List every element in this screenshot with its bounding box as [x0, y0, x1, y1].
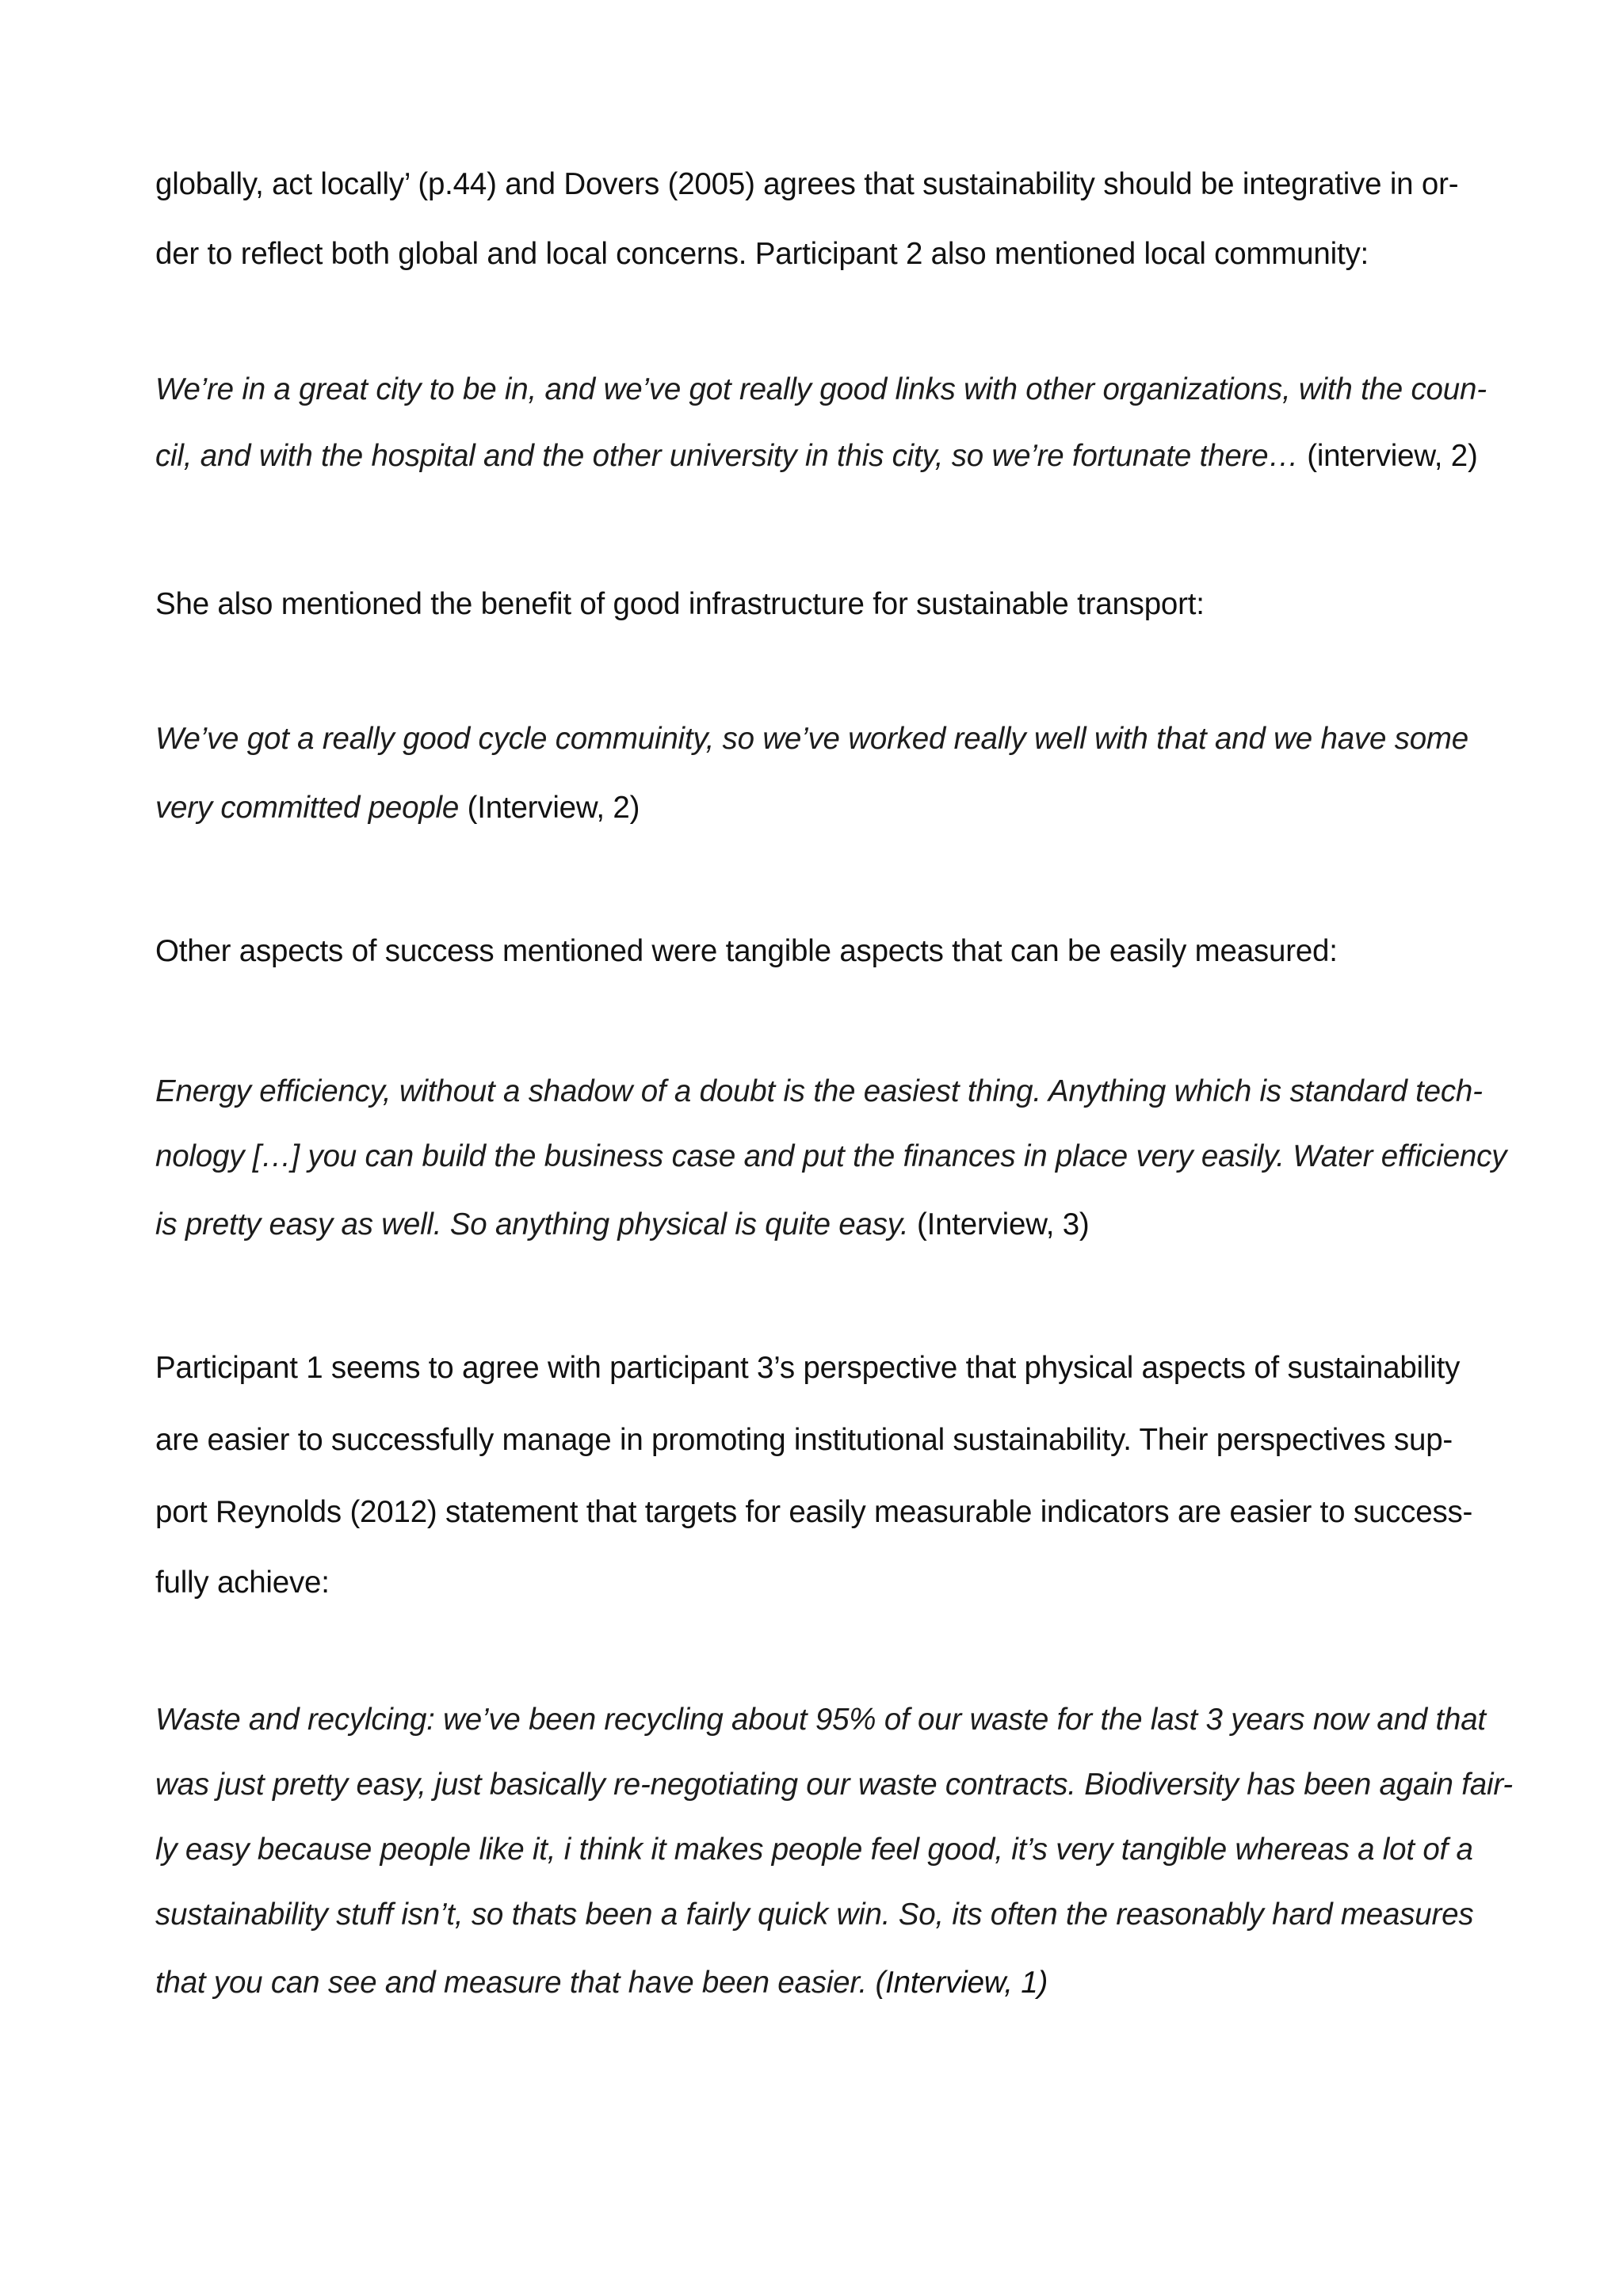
quote-citation: (interview, 2): [1298, 439, 1478, 473]
quote-citation: Interview, 1): [885, 1966, 1048, 2000]
paragraph-line: fully achieve:: [155, 1566, 330, 1600]
quote-line: was just pretty easy, just basically re-negotiating our waste contracts. Biodiversity has been again fair-: [155, 1768, 1513, 1802]
quote-line: ly easy because people like it, i think it makes people feel good, it’s very tangible whereas a lot of a: [155, 1833, 1473, 1867]
quote-line: [155, 1207, 1090, 1241]
paragraph-line: globally, act locally’ (p.44) and Dovers (2005) agrees that sustainability should be integrative in or-: [155, 167, 1459, 201]
paragraph-line: She also mentioned the benefit of good infrastructure for sustainable transport:: [155, 587, 1205, 621]
paragraph-line: der to reflect both global and local concerns. Participant 2 also mentioned local community:: [155, 237, 1369, 271]
paragraph-line: Other aspects of success mentioned were tangible aspects that can be easily measured:: [155, 934, 1338, 968]
quote-line: We’re in a great city to be in, and we’ve got really good links with other organizations, with the coun-: [155, 372, 1487, 406]
paragraph-line: Participant 1 seems to agree with participant 3’s perspective that physical aspects of sustainability: [155, 1351, 1461, 1385]
quote-text: very committed people: [155, 791, 460, 825]
quote-line: [155, 793, 640, 824]
quote-line: nology […] you can build the business case and put the finances in place very easily. Water efficiency: [155, 1139, 1507, 1173]
quote-text: is pretty easy as well. So anything physical is quite easy.: [155, 1207, 909, 1241]
paragraph-line: port Reynolds (2012) statement that targets for easily measurable indicators are easier to success-: [155, 1495, 1473, 1529]
quote-line: Energy efficiency, without a shadow of a doubt is the easiest thing. Anything which is standard tech-: [155, 1074, 1483, 1108]
quote-line: [155, 1968, 1048, 1999]
paragraph-line: are easier to successfully manage in promoting institutional sustainability. Their perspectives sup-: [155, 1423, 1453, 1457]
quote-line: We’ve got a really good cycle commuinity, so we’ve worked really well with that and we have some: [155, 722, 1469, 756]
quote-citation: (Interview, 3): [908, 1207, 1090, 1241]
quote-line: [155, 441, 1478, 472]
quote-text: cil, and with the hospital and the other university in this city, so we’re fortunate there…: [155, 439, 1299, 473]
quote-line: sustainability stuff isn’t, so thats been a fairly quick win. So, its often the reasonably hard measures: [155, 1897, 1474, 1932]
quote-line: Waste and recylcing: we’ve been recycling about 95% of our waste for the last 3 years now and that: [155, 1703, 1486, 1737]
quote-text: that you can see and measure that have been easier. (: [155, 1966, 886, 2000]
quote-citation: (Interview, 2): [459, 791, 640, 825]
